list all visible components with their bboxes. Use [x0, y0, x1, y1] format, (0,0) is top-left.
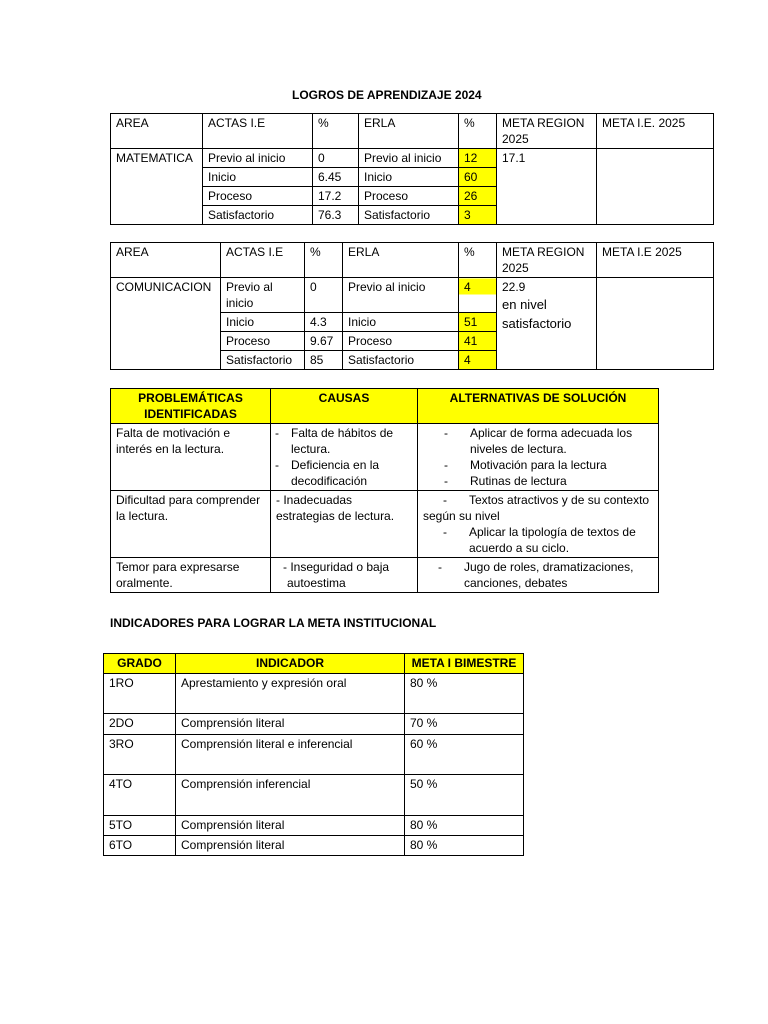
grado-cell: 1RO	[104, 674, 176, 714]
meta-cell: 80 %	[405, 836, 524, 856]
header-percent: %	[459, 114, 497, 149]
header-area: AREA	[111, 243, 221, 278]
problema-cell: Dificultad para comprender la lectura.	[111, 491, 271, 558]
causa-cell	[271, 558, 418, 593]
grado-cell: 3RO	[104, 735, 176, 775]
header-grado: GRADO	[104, 654, 176, 674]
causas-cell	[271, 424, 418, 491]
causa-cell: - Inadecuadas estrategias de lectura.	[271, 491, 418, 558]
meta-region-value: 17.1	[497, 149, 597, 225]
erla-level: Proceso	[359, 187, 459, 206]
header-actas: ACTAS I.E	[221, 243, 305, 278]
list-item: - Deficiencia en la decodificación	[275, 457, 412, 489]
actas-percent: 17.2	[313, 187, 359, 206]
indicador-cell: Comprensión inferencial	[176, 775, 405, 816]
actas-percent: 4.3	[305, 313, 343, 332]
alternativas-cell	[418, 558, 659, 593]
header-meta-region: META REGION 2025	[497, 243, 597, 278]
actas-level: Inicio	[221, 313, 305, 332]
alternativa-text: Motivación para la lectura	[470, 458, 607, 472]
actas-level: Previo al inicio	[221, 278, 305, 313]
header-area: AREA	[111, 114, 203, 149]
erla-level: Satisfactorio	[343, 351, 459, 370]
actas-level: Satisfactorio	[203, 206, 313, 225]
actas-level: Inicio	[203, 168, 313, 187]
list-item: - Falta de hábitos de lectura.	[275, 425, 412, 457]
header-erla: ERLA	[359, 114, 459, 149]
header-percent: %	[305, 243, 343, 278]
actas-level: Previo al inicio	[203, 149, 313, 168]
meta-ie-value	[597, 149, 714, 225]
meta-region-note: en nivel satisfactorio	[502, 297, 572, 331]
header-meta-ie: META I.E. 2025	[597, 114, 714, 149]
indicador-cell: Comprensión literal e inferencial	[176, 735, 405, 775]
indicador-cell: Comprensión literal	[176, 816, 405, 836]
actas-level: Proceso	[221, 332, 305, 351]
page-title: LOGROS DE APRENDIZAJE 2024	[292, 88, 482, 102]
actas-percent: 0	[313, 149, 359, 168]
matematica-table	[110, 113, 714, 225]
alternativa-text: Aplicar de forma adecuada los niveles de lectura.	[470, 426, 633, 456]
list-item: - Rutinas de lectura	[444, 474, 567, 488]
alternativa-text: Rutinas de lectura	[470, 474, 567, 488]
meta-region-value: 22.9	[502, 280, 526, 294]
grado-cell: 6TO	[104, 836, 176, 856]
list-item: - Aplicar de forma adecuada los niveles de lectura.	[444, 425, 653, 457]
erla-percent: 4	[459, 351, 497, 370]
list-item: - Jugo de roles, dramatizaciones, canciones, debates	[438, 559, 653, 591]
list-item: - Motivación para la lectura	[444, 458, 607, 472]
alternativas-cell	[418, 491, 659, 558]
table-row	[104, 714, 524, 735]
actas-level: Proceso	[203, 187, 313, 206]
meta-region-cell	[497, 278, 597, 370]
erla-percent: 12	[459, 149, 497, 168]
erla-percent: 4	[459, 278, 497, 313]
erla-level: Proceso	[343, 332, 459, 351]
meta-cell: 80 %	[405, 816, 524, 836]
erla-percent: 41	[459, 332, 497, 351]
actas-percent: 0	[305, 278, 343, 313]
actas-percent: 9.67	[305, 332, 343, 351]
header-percent: %	[459, 243, 497, 278]
erla-level: Satisfactorio	[359, 206, 459, 225]
table-row	[104, 674, 524, 714]
alternativa-text: Textos atractivos y de su contexto según su nivel	[423, 493, 650, 523]
causa-text: - Inseguridad o baja autoestima	[283, 560, 390, 590]
meta-cell: 50 %	[405, 775, 524, 816]
header-actas: ACTAS I.E	[203, 114, 313, 149]
indicadores-table	[103, 653, 524, 856]
alternativas-cell	[418, 424, 659, 491]
erla-level: Inicio	[359, 168, 459, 187]
erla-level: Previo al inicio	[359, 149, 459, 168]
problema-cell: Temor para expresarse oralmente.	[111, 558, 271, 593]
actas-percent: 85	[305, 351, 343, 370]
header-causas: CAUSAS	[271, 389, 418, 424]
header-indicador: INDICADOR	[176, 654, 405, 674]
header-meta-region: META REGION 2025	[497, 114, 597, 149]
list-item: - Textos atractivos y de su contexto según su nivel	[423, 493, 650, 523]
grado-cell: 4TO	[104, 775, 176, 816]
list-item: - Aplicar la tipología de textos de acuerdo a su ciclo.	[423, 524, 653, 556]
section-title: INDICADORES PARA LOGRAR LA META INSTITUCIONAL	[110, 616, 437, 630]
area-cell: COMUNICACION	[111, 278, 221, 370]
table-row	[104, 775, 524, 816]
grado-cell: 5TO	[104, 816, 176, 836]
grado-cell: 2DO	[104, 714, 176, 735]
meta-cell: 80 %	[405, 674, 524, 714]
actas-percent: 76.3	[313, 206, 359, 225]
causa-text: Falta de hábitos de lectura.	[291, 426, 394, 456]
indicador-cell: Aprestamiento y expresión oral	[176, 674, 405, 714]
table-row	[104, 816, 524, 836]
header-erla: ERLA	[343, 243, 459, 278]
meta-cell: 60 %	[405, 735, 524, 775]
causa-text: Deficiencia en la decodificación	[291, 458, 380, 488]
header-problematicas: PROBLEMÁTICAS IDENTIFICADAS	[111, 389, 271, 424]
indicador-cell: Comprensión literal	[176, 836, 405, 856]
alternativa-text: Aplicar la tipología de textos de acuerdo a su ciclo.	[469, 525, 636, 555]
header-percent: %	[313, 114, 359, 149]
problema-cell: Falta de motivación e interés en la lectura.	[111, 424, 271, 491]
header-alternativas: ALTERNATIVAS DE SOLUCIÓN	[418, 389, 659, 424]
actas-percent: 6.45	[313, 168, 359, 187]
table-row	[104, 836, 524, 856]
erla-level: Previo al inicio	[343, 278, 459, 313]
alternativa-text: Jugo de roles, dramatizaciones, canciones, debates	[464, 560, 634, 590]
erla-percent: 60	[459, 168, 497, 187]
meta-ie-value	[597, 278, 714, 370]
table-row	[104, 735, 524, 775]
area-cell: MATEMATICA	[111, 149, 203, 225]
actas-level: Satisfactorio	[221, 351, 305, 370]
comunicacion-table	[110, 242, 714, 370]
indicador-cell: Comprensión literal	[176, 714, 405, 735]
erla-percent: 3	[459, 206, 497, 225]
erla-level: Inicio	[343, 313, 459, 332]
erla-percent: 51	[459, 313, 497, 332]
header-meta: META I BIMESTRE	[405, 654, 524, 674]
header-meta-ie: META I.E 2025	[597, 243, 714, 278]
meta-cell: 70 %	[405, 714, 524, 735]
erla-percent: 26	[459, 187, 497, 206]
problematicas-table	[110, 388, 659, 593]
